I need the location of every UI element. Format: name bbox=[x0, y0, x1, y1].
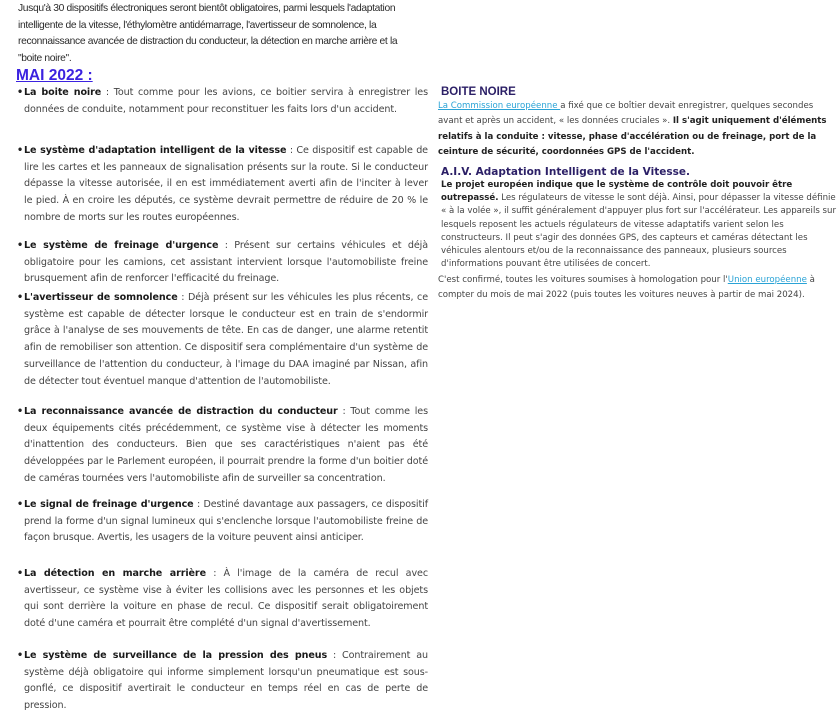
item-text: : Contrairement au système déjà obligatoire qui informe simplement lorsqu'un pneumatique est sous-gonflé, ce dispositif avertirait le conducteur en temps réel en cas de perte de pression. bbox=[24, 650, 428, 712]
list-item bbox=[24, 497, 428, 547]
list-item bbox=[24, 85, 428, 118]
commission-link[interactable]: La Commission européenne bbox=[438, 101, 561, 111]
aiv-heading: A.I.V. Adaptation Intelligent de la Vitesse. bbox=[441, 165, 690, 178]
item-title: L'avertisseur de somnolence bbox=[24, 292, 178, 303]
aiv-text: Les régulateurs de vitesse le sont déjà. Ainsi, pour dépasser la vitesse définie « à la volée », il suffit généralement d'appuyer plus fort sur l'accélérateur. Les appareils sur lesquels reposent les actuels régulateurs de vitesse adaptatifs varient selon les constructeurs. Il peut s'agir des données GPS, des capteurs et caméras détectant les véhicules alentours et/ou de la reconnaissance des panneaux, plusieurs sources d'informations pouvant être utilisées de concert. bbox=[441, 192, 836, 270]
item-title: Le signal de freinage d'urgence bbox=[24, 499, 194, 510]
list-item bbox=[24, 143, 428, 227]
confirm-text: C'est confirmé, toutes les voitures soumises à homologation pour l' bbox=[438, 274, 728, 285]
item-text: : À l'image de la caméra de recul avec avertisseur, ce système vise à éviter les collisions avec les personnes et les objets qui sont derrière la voiture en phase de recul. Ce dispositif serait obligatoirement doté d'une caméra et pourrait être complété d'un signal d'avertissement. bbox=[24, 568, 429, 630]
boite-text: a fixé que ce boîtier devait enregistrer, quelques secondes avant et après un accident, « les données cruciales ». bbox=[438, 101, 814, 127]
item-title: Le système de freinage d'urgence bbox=[24, 240, 219, 251]
list-item bbox=[24, 648, 428, 715]
item-title: Le système de surveillance de la pression des pneus bbox=[24, 650, 328, 661]
list-item bbox=[24, 238, 428, 288]
list-item bbox=[24, 404, 428, 488]
confirm-paragraph bbox=[438, 273, 840, 303]
item-text: : Destiné davantage aux passagers, ce dispositif prend la forme d'un signal lumineux qui s'enclenche lorsque l'automobiliste freine de façon brusque. Avertis, les usagers de la voiture peuvent ainsi anticiper. bbox=[24, 499, 428, 544]
item-text: : Ce dispositif est capable de lire les cartes et les panneaux de signalisation présents sur la route. Si le conducteur dépasse la vitesse autorisée, il en est immédiatement averti afin de l'inciter à lever le pied. À en croire les députés, ce système devrait permettre de réduire de 20 % le nombre de morts sur les routes européennes. bbox=[24, 145, 428, 223]
right-column bbox=[438, 86, 840, 303]
union-link[interactable]: Union européenne bbox=[727, 274, 807, 285]
item-title: Le système d'adaptation intelligent de la vitesse bbox=[24, 145, 287, 156]
boite-noire-heading: BOITE NOIRE bbox=[441, 86, 516, 98]
item-title: La boite noire bbox=[24, 87, 102, 98]
list-item bbox=[24, 290, 428, 390]
confirm-text-2: à compter du mois de mai 2022 (puis toutes les voitures neuves à partir de mai 2024). bbox=[438, 274, 815, 300]
item-title: La reconnaissance avancée de distraction du conducteur bbox=[24, 406, 338, 417]
boite-noire-paragraph bbox=[438, 99, 840, 161]
boite-bold: Il s'agit uniquement d'éléments relatifs à la conduite : vitesse, phase d'accélération ou de freinage, port de la ceinture de sécurité, coordonnées GPS de l'accident. bbox=[438, 116, 827, 158]
intro-paragraph: Jusqu'à 30 dispositifs électroniques seront bientôt obligatoires, parmi lesquels l'adaptation intelligente de la vitesse, l'éthylomètre antidémarrage, l'avertisseur de somnolence, la reconnaissance avancée de distraction du conducteur, la détection en marche arrière et la "boite noire". bbox=[18, 3, 398, 64]
item-text: : Tout comme les deux équipements cités précédemment, ce système vise à détecter les moments d'inattention des conducteurs. Bien que ses caractéristiques n'aient pas été développées par le Parlement européen, il pourrait prendre la forme d'un boitier doté de caméras tournées vers l'automobiliste afin de surveiller sa concentration. bbox=[24, 406, 428, 484]
item-text: : Déjà présent sur les véhicules les plus récents, ce système est capable de détecter lorsque le conducteur est en train de s'endormir grâce à l'analyse de ses mouvements de tête. En cas de danger, une alarme retentit afin de remobiliser son attention. Ce dispositif sera complémentaire d'un système de surveillance de l'attention du conducteur, à l'image du DAA imaginé par Nissan, afin de détecter tout éventuel manque d'attention de l'automobiliste. bbox=[24, 292, 428, 387]
aiv-bold: Le projet européen indique que le système de contrôle doit pouvoir être outrepassé. bbox=[441, 179, 793, 203]
item-text: : Tout comme pour les avions, ce boitier servira à enregistrer les données de conduite, notamment pour reconstituer les faits lors d'un accident. bbox=[24, 87, 429, 115]
item-text: : Présent sur certains véhicules et déjà obligatoire pour les camions, cet assistant intervient lorsque l'automobiliste freine brusquement afin de renforcer l'efficacité du freinage. bbox=[24, 240, 428, 285]
section-heading: MAI 2022 : bbox=[16, 67, 93, 84]
item-title: La détection en marche arrière bbox=[24, 568, 206, 579]
list-item bbox=[24, 566, 428, 633]
aiv-paragraph bbox=[441, 179, 840, 272]
